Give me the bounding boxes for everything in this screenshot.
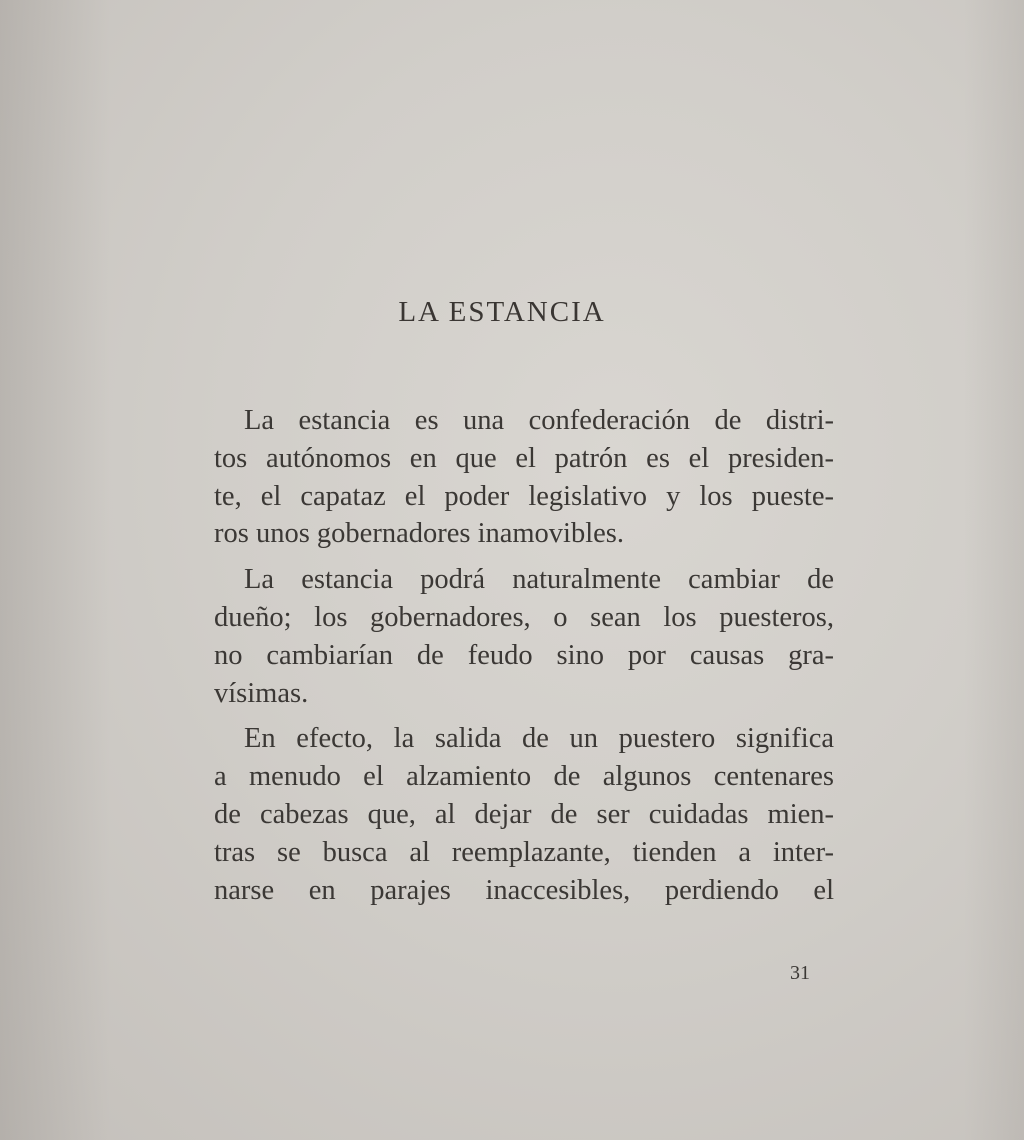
text-line: de cabezas que, al dejar de ser cuidadas mien-: [214, 798, 834, 830]
text-line: vísimas.: [214, 677, 309, 709]
paragraph-1: [184, 402, 834, 553]
text-line: tos autónomos en que el patrón es el presiden-: [214, 442, 834, 474]
left-edge-shadow: [0, 0, 110, 1140]
page-number: 31: [790, 962, 810, 984]
text-line: tras se busca al reemplazante, tienden a inter-: [214, 836, 834, 868]
paragraph-2: [184, 561, 834, 712]
chapter-title: LA ESTANCIA: [398, 296, 606, 328]
paragraph-3: [184, 720, 834, 909]
text-line: En efecto, la salida de un puestero significa: [244, 723, 834, 755]
body-text: [184, 402, 834, 919]
text-line: narse en parajes inaccesibles, perdiendo el: [214, 874, 834, 906]
text-line: a menudo el alzamiento de algunos centenares: [214, 761, 834, 793]
text-line: no cambiarían de feudo sino por causas gra-: [214, 639, 834, 671]
text-line: La estancia podrá naturalmente cambiar de: [244, 564, 834, 596]
text-line: dueño; los gobernadores, o sean los puesteros,: [214, 601, 834, 633]
text-line: ros unos gobernadores inamovibles.: [214, 518, 625, 550]
right-edge-shadow: [964, 0, 1024, 1140]
text-line: te, el capataz el poder legislativo y los pueste-: [214, 480, 834, 512]
text-line: La estancia es una confederación de distri-: [244, 405, 834, 436]
